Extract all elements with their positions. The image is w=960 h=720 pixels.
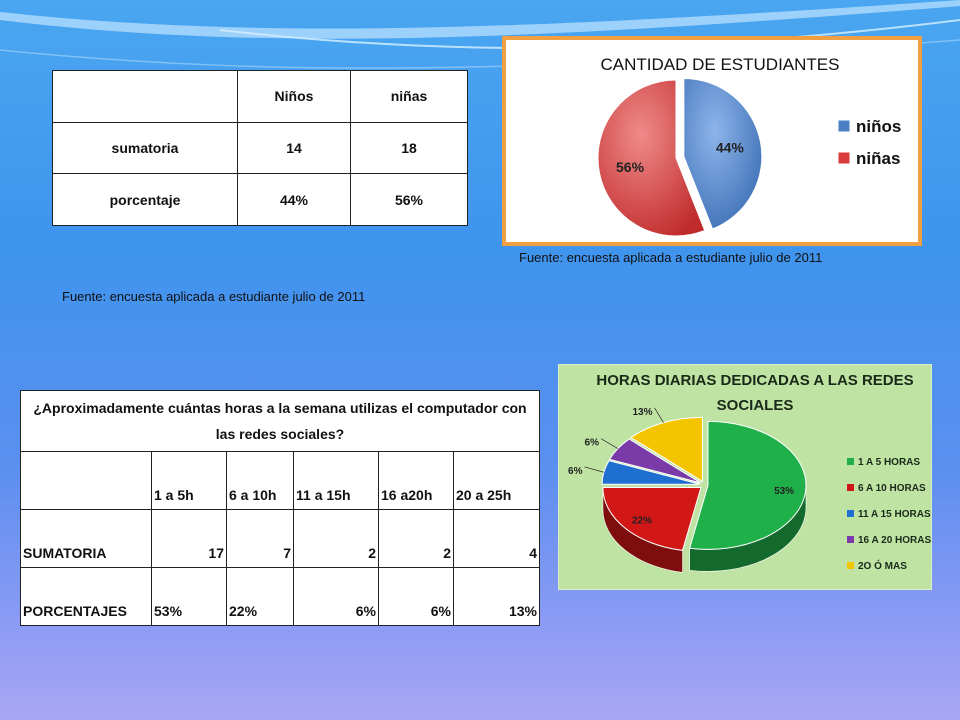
source-note-left: Fuente: encuesta aplicada a estudiante julio de 2011 (62, 289, 366, 304)
legend-swatch (847, 458, 854, 465)
hours-pie-svg (559, 365, 931, 589)
legend-swatch (847, 510, 854, 517)
table-cell: 18 (351, 122, 468, 174)
legend-label: 11 A 15 HORAS (858, 509, 931, 520)
table-header-cell: 1 a 5h (152, 452, 227, 510)
data-label: 44% (715, 139, 744, 156)
table-cell: 13% (454, 568, 540, 626)
table-header-cell: 16 a20h (379, 452, 454, 510)
table-cell: 2 (379, 510, 454, 568)
table-cell: 6% (379, 568, 454, 626)
legend-label: niños (856, 117, 902, 136)
data-label: 13% (632, 406, 653, 418)
leader-line (601, 439, 618, 449)
legend-label: 16 A 20 HORAS (858, 535, 931, 546)
legend-swatch (847, 484, 854, 491)
hours-pie-chart (558, 364, 932, 590)
table-header-cell: Niños (238, 71, 351, 123)
chart-title: HORAS DIARIAS DEDICADAS A LAS REDES (596, 372, 914, 389)
table-row (21, 568, 540, 626)
table-row (53, 174, 468, 226)
students-table (52, 70, 468, 226)
data-label: 56% (616, 158, 645, 175)
table-cell: 22% (227, 568, 294, 626)
table-row (21, 510, 540, 568)
table-cell: 4 (454, 510, 540, 568)
table-header-row (53, 71, 468, 123)
leader-line (584, 467, 603, 472)
data-label: 6% (568, 465, 583, 477)
table-cell: 14 (238, 122, 351, 174)
table-header-row (21, 452, 540, 510)
chart-title-line2: SOCIALES (716, 397, 794, 414)
legend-label: 2O Ó MAS (858, 561, 907, 572)
table-header-cell: niñas (351, 71, 468, 123)
table-cell: 2 (294, 510, 379, 568)
table-cell: 53% (152, 568, 227, 626)
table-header-cell: 11 a 15h (294, 452, 379, 510)
table-header-cell: 6 a 10h (227, 452, 294, 510)
legend-label: niñas (856, 149, 901, 168)
table-cell: 7 (227, 510, 294, 568)
legend-swatch (847, 536, 854, 543)
legend-swatch (838, 152, 850, 164)
table-header-cell (53, 71, 238, 123)
table-cell: sumatoria (53, 122, 238, 174)
table-cell: 6% (294, 568, 379, 626)
hours-table (20, 390, 540, 626)
data-label: 6% (584, 437, 599, 449)
legend-swatch (847, 562, 854, 569)
table-cell: 17 (152, 510, 227, 568)
table-header-cell: 20 a 25h (454, 452, 540, 510)
data-label: 22% (632, 515, 653, 527)
data-label: 53% (774, 486, 795, 498)
leader-line (654, 408, 663, 423)
table-cell: 56% (351, 174, 468, 226)
legend-swatch (838, 120, 850, 132)
question-row (21, 391, 540, 452)
table-cell: 44% (238, 174, 351, 226)
students-pie-svg (506, 40, 918, 242)
chart-title: CANTIDAD DE ESTUDIANTES (600, 55, 840, 74)
table-header-cell (21, 452, 152, 510)
question-cell: ¿Aproximadamente cuántas horas a la semana utilizas el computador con las redes sociales? (21, 391, 540, 452)
legend-label: 6 A 10 HORAS (858, 483, 926, 494)
table-cell: porcentaje (53, 174, 238, 226)
students-pie-chart (502, 36, 922, 246)
table-row (53, 122, 468, 174)
table-cell: SUMATORIA (21, 510, 152, 568)
source-note-right: Fuente: encuesta aplicada a estudiante julio de 2011 (519, 250, 823, 265)
table-cell: PORCENTAJES (21, 568, 152, 626)
legend-label: 1 A 5 HORAS (858, 457, 921, 468)
